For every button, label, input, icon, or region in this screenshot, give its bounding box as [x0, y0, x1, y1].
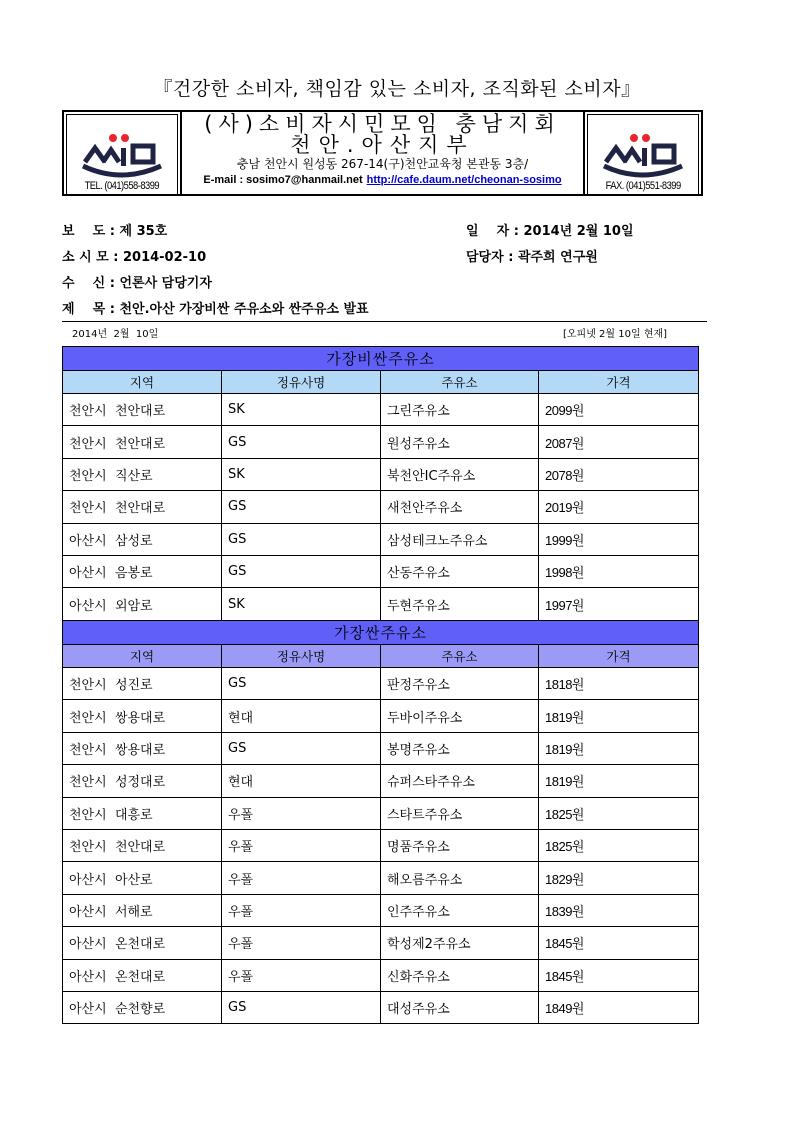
cell-station: 학성제2주유소: [381, 927, 539, 959]
cell-refiner: GS: [222, 426, 381, 458]
cell-region: 천안시 천안대로: [63, 829, 222, 861]
table-row: [63, 927, 699, 959]
table-row: [63, 555, 699, 587]
meta-subject-value: 천안.아산 가장비싼 주유소와 싼주유소 발표: [119, 302, 369, 317]
cell-station: 그린주유소: [381, 394, 539, 426]
cell-station: 신화주유소: [381, 959, 539, 991]
meta-report: [62, 220, 167, 239]
logo-left: [66, 114, 178, 196]
meta-report-value: 제 35호: [119, 224, 168, 239]
cell-refiner: SK: [222, 394, 381, 426]
cell-refiner: 우폴: [222, 894, 381, 926]
cell-price: 1819원: [539, 765, 699, 797]
cheap-table: [62, 620, 698, 1024]
col-header-region: 지역: [63, 371, 222, 394]
meta-sender: [62, 246, 206, 265]
cell-price: 1839원: [539, 894, 699, 926]
sosimo-logo-icon: [81, 132, 163, 180]
cell-refiner: GS: [222, 491, 381, 523]
meta-contact-label: 담당자 :: [466, 250, 518, 265]
cell-station: 산동주유소: [381, 555, 539, 587]
cell-region: 천안시 천안대로: [63, 426, 222, 458]
cell-price: 1845원: [539, 959, 699, 991]
col-header-price: 가격: [539, 371, 699, 394]
cell-region: 천안시 천안대로: [63, 491, 222, 523]
cell-station: 삼성테크노주유소: [381, 523, 539, 555]
cell-station: 해오름주유소: [381, 862, 539, 894]
meta-date-value: 2014년 2월 10일: [523, 224, 634, 239]
table-row: [63, 700, 699, 732]
table-row: [63, 588, 699, 620]
col-header-region: 지역: [63, 645, 222, 668]
cell-price: 1818원: [539, 668, 699, 700]
meta-date-label: 일 자 :: [466, 224, 524, 239]
cell-price: 1845원: [539, 927, 699, 959]
cell-refiner: GS: [222, 668, 381, 700]
cell-price: 1825원: [539, 829, 699, 861]
cell-refiner: 우폴: [222, 959, 381, 991]
cell-region: 천안시 성정대로: [63, 765, 222, 797]
cell-refiner: 우폴: [222, 797, 381, 829]
meta-subject-label: 제 목 :: [62, 302, 120, 317]
cheap-table-title: 가장싼주유소: [63, 621, 699, 645]
table-row: [63, 862, 699, 894]
org-name: (사)소비자시민모임 충남지회: [204, 112, 561, 136]
table-row: [63, 491, 699, 523]
website-link[interactable]: http://cafe.daum.net/cheonan-sosimo: [366, 174, 562, 186]
org-info: [180, 112, 585, 194]
data-source-note: [오피넷 2월 10일 현재]: [563, 329, 668, 340]
expensive-table-title: 가장비싼주유소: [63, 347, 699, 371]
cell-region: 아산시 온천대로: [63, 927, 222, 959]
cell-refiner: 현대: [222, 700, 381, 732]
cell-refiner: 현대: [222, 765, 381, 797]
cell-station: 판정주유소: [381, 668, 539, 700]
meta-sender-label: 소 시 모 :: [62, 250, 123, 265]
col-header-refiner: 정유사명: [222, 371, 381, 394]
cell-price: 2087원: [539, 426, 699, 458]
col-header-price: 가격: [539, 645, 699, 668]
cell-region: 아산시 삼성로: [63, 523, 222, 555]
cell-region: 아산시 서해로: [63, 894, 222, 926]
cell-refiner: SK: [222, 458, 381, 490]
table-row: [63, 426, 699, 458]
email: E-mail : sosimo7@hanmail.net: [203, 174, 363, 186]
expensive-table: [62, 346, 698, 621]
cell-region: 천안시 쌍용대로: [63, 732, 222, 764]
meta-date: [466, 220, 634, 239]
meta-report-label: 보 도 :: [62, 224, 120, 239]
cell-refiner: 우폴: [222, 862, 381, 894]
table-row: [63, 394, 699, 426]
report-date: 2014년 2월 10일: [72, 329, 159, 340]
table-row: [63, 829, 699, 861]
letterhead: [62, 110, 703, 196]
slogan: 『건강한 소비자, 책임감 있는 소비자, 조직화된 소비자』: [153, 78, 641, 100]
table-row: [63, 765, 699, 797]
cell-station: 두현주유소: [381, 588, 539, 620]
meta-recipient-label: 수 신 :: [62, 276, 120, 291]
col-header-refiner: 정유사명: [222, 645, 381, 668]
cell-region: 아산시 외암로: [63, 588, 222, 620]
cell-price: 2078원: [539, 458, 699, 490]
divider: [62, 321, 707, 322]
logo-right: [587, 114, 699, 196]
cell-price: 1819원: [539, 700, 699, 732]
cell-price: 2099원: [539, 394, 699, 426]
cell-refiner: GS: [222, 523, 381, 555]
cell-refiner: GS: [222, 991, 381, 1023]
cell-station: 명품주유소: [381, 829, 539, 861]
cell-region: 아산시 순천향로: [63, 991, 222, 1023]
cell-region: 아산시 온천대로: [63, 959, 222, 991]
cell-region: 천안시 쌍용대로: [63, 700, 222, 732]
sosimo-logo-icon: [602, 132, 684, 180]
cell-refiner: GS: [222, 732, 381, 764]
meta-recipient-value: 언론사 담당기자: [119, 276, 212, 291]
table-row: [63, 732, 699, 764]
table-row: [63, 894, 699, 926]
col-header-station: 주유소: [381, 371, 539, 394]
cell-station: 스타트주유소: [381, 797, 539, 829]
cell-station: 새천안주유소: [381, 491, 539, 523]
cell-refiner: SK: [222, 588, 381, 620]
cell-price: 2019원: [539, 491, 699, 523]
cell-region: 천안시 직산로: [63, 458, 222, 490]
cell-refiner: 우폴: [222, 927, 381, 959]
cell-region: 아산시 음봉로: [63, 555, 222, 587]
fax-number: FAX. (041)551-8399: [605, 180, 681, 192]
cell-region: 천안시 성진로: [63, 668, 222, 700]
cell-price: 1999원: [539, 523, 699, 555]
meta-contact: [466, 246, 598, 265]
table-row: [63, 991, 699, 1023]
cell-station: 원성주유소: [381, 426, 539, 458]
cell-price: 1998원: [539, 555, 699, 587]
meta-sender-value: 2014-02-10: [122, 250, 207, 265]
meta-recipient: [62, 272, 212, 291]
table-row: [63, 959, 699, 991]
contact-line: [203, 173, 561, 188]
address: 충남 천안시 원성동 267-14(구)천안교육청 본관동 3층/: [236, 157, 529, 171]
cell-price: 1829원: [539, 862, 699, 894]
col-header-station: 주유소: [381, 645, 539, 668]
cell-station: 인주주유소: [381, 894, 539, 926]
cell-station: 북천안IC주유소: [381, 458, 539, 490]
cell-region: 아산시 아산로: [63, 862, 222, 894]
cell-station: 대성주유소: [381, 991, 539, 1023]
table-row: [63, 668, 699, 700]
meta-subject: [62, 298, 369, 317]
cell-price: 1825원: [539, 797, 699, 829]
cell-station: 슈퍼스타주유소: [381, 765, 539, 797]
cell-station: 봉명주유소: [381, 732, 539, 764]
branch-name: 천안.아산지부: [290, 133, 475, 157]
cell-region: 천안시 대흥로: [63, 797, 222, 829]
meta-contact-value: 곽주희 연구원: [517, 250, 598, 265]
table-row: [63, 797, 699, 829]
tel-number: TEL. (041)558-8399: [84, 180, 160, 192]
cell-price: 1849원: [539, 991, 699, 1023]
cell-region: 천안시 천안대로: [63, 394, 222, 426]
cell-refiner: 우폴: [222, 829, 381, 861]
cell-price: 1997원: [539, 588, 699, 620]
cell-station: 두바이주유소: [381, 700, 539, 732]
cell-price: 1819원: [539, 732, 699, 764]
table-row: [63, 523, 699, 555]
cell-refiner: GS: [222, 555, 381, 587]
table-row: [63, 458, 699, 490]
